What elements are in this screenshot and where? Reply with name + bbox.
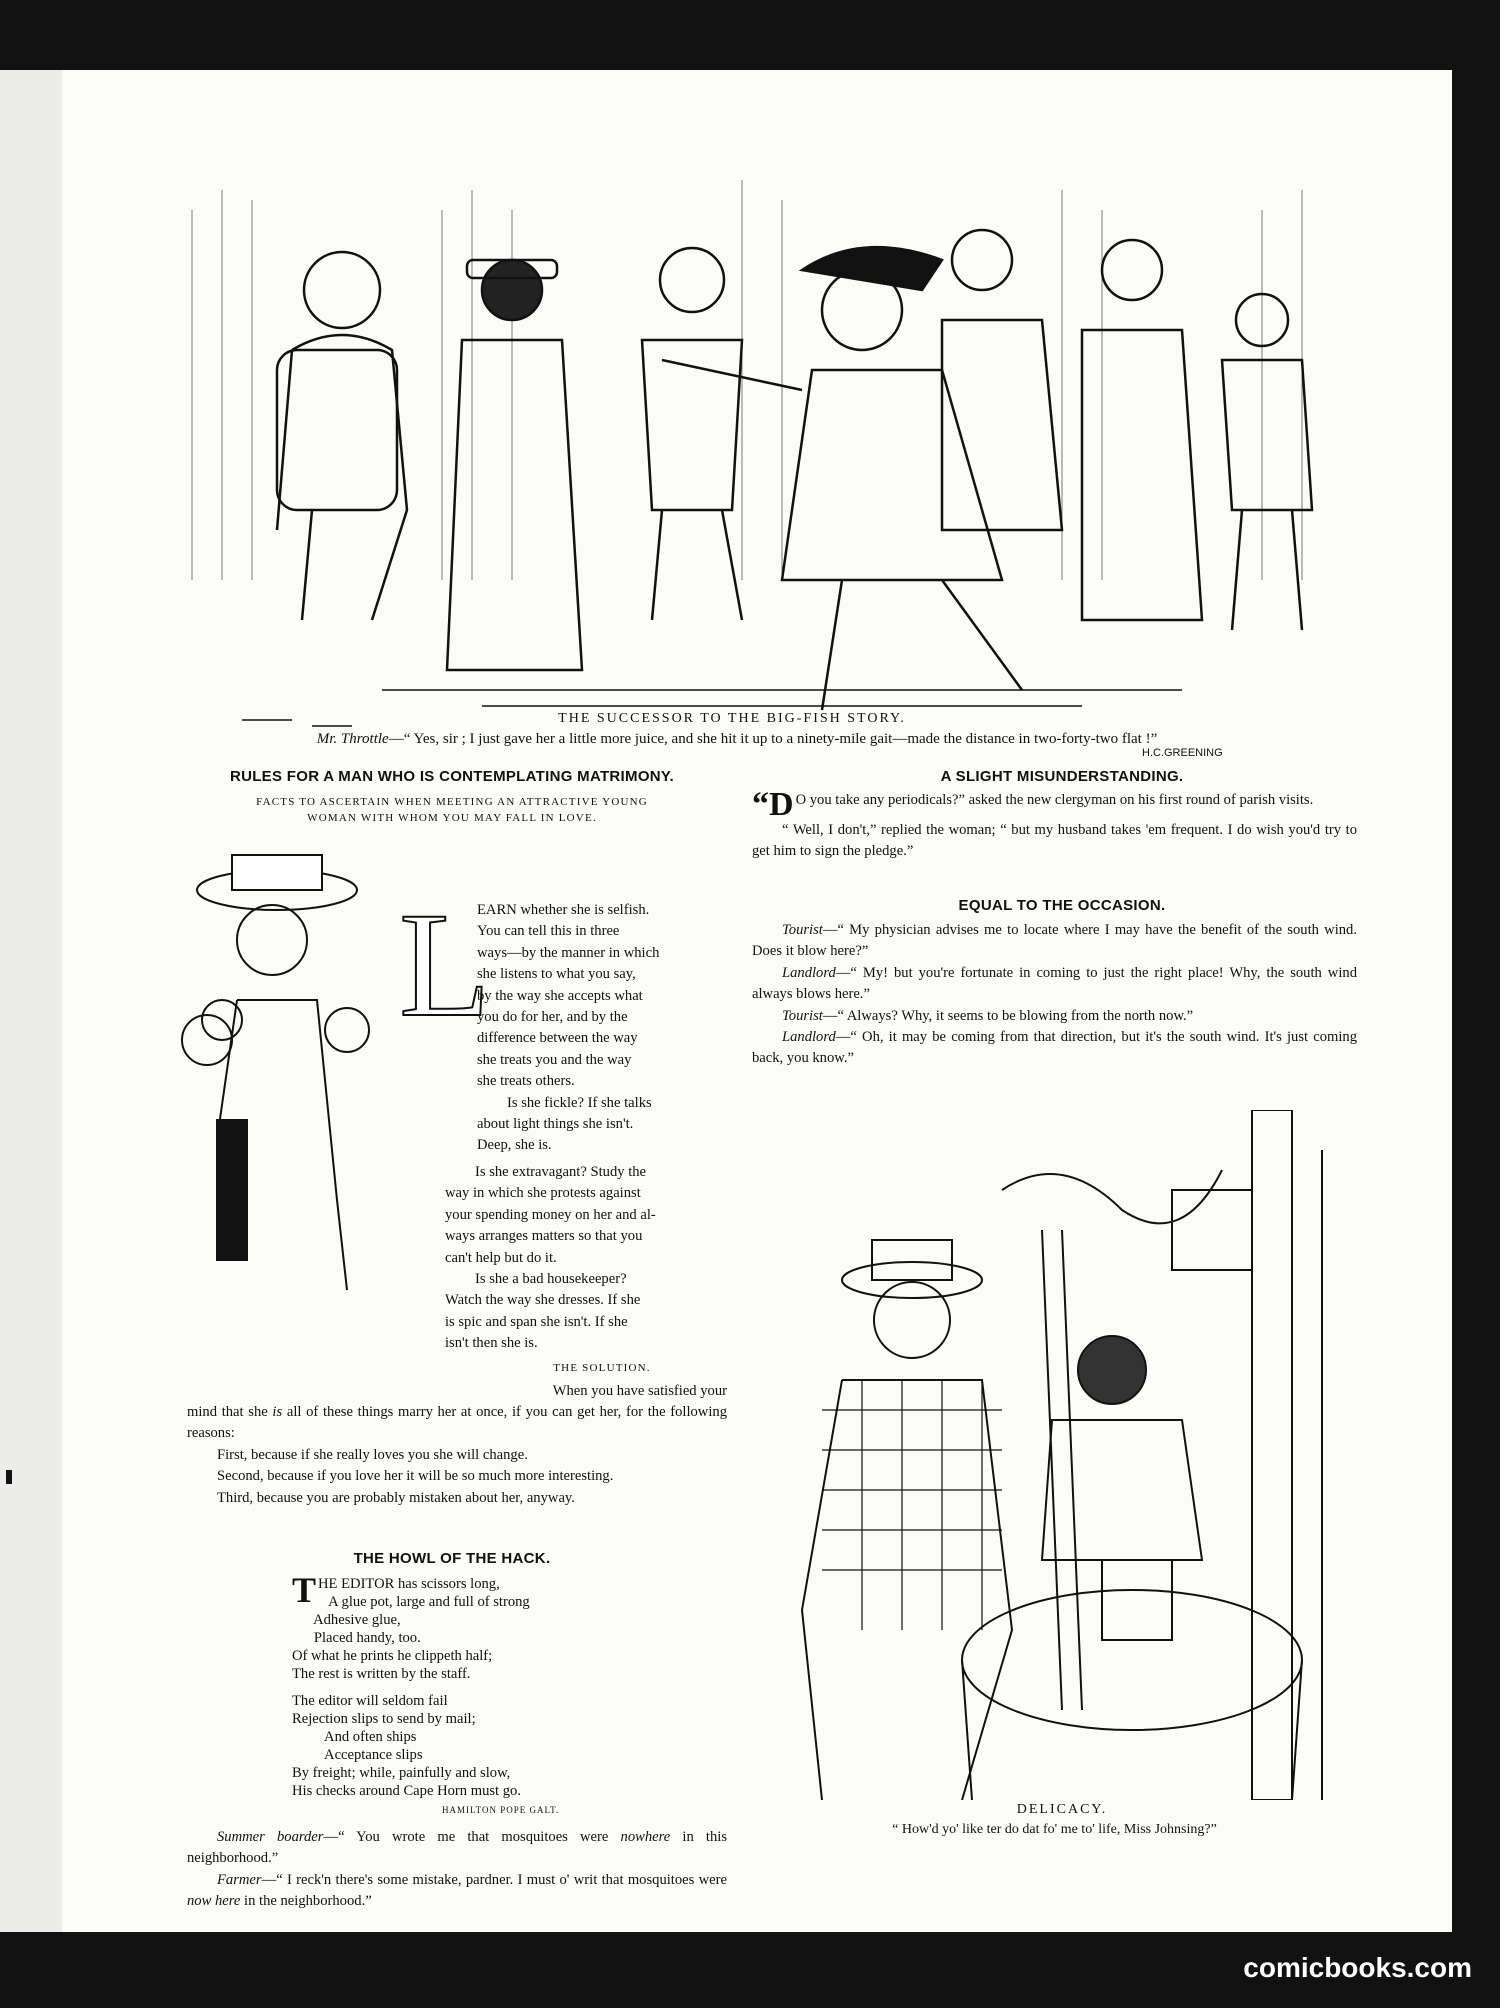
dialogue-line: —“ Yes, sir ; I just gave her a little more juice, and she hit it up to a ninety-mile gait—made the distance in two-forty-two flat !” [388, 731, 1158, 747]
howl-drop-cap: T [292, 1570, 317, 1610]
dandy-illustration [177, 840, 377, 1300]
howl-author: HAMILTON POPE GALT. [442, 1805, 560, 1815]
magazine-page [62, 70, 1452, 1932]
solution-body: mind that she is all of these things marry her at once, if you can get her, for the following reasons: First, because if she really loves you she will change. Second, because if you love her it will be so much more interesting. Third, because you are probably mistaken about her, anyway. [187, 1404, 727, 1506]
dialogue-speaker: Mr. Throttle [316, 731, 389, 747]
watermark: comicbooks.com [1243, 1952, 1472, 1983]
delicacy-illustration [762, 1110, 1352, 1800]
delicacy-title: DELICACY. [1016, 1802, 1108, 1817]
book-gutter [0, 70, 65, 1932]
top-cartoon-title: THE SUCCESSOR TO THE BIG-FISH STORY. [558, 711, 906, 726]
occasion-body: Tourist—“ My physician advises me to locate where I may have the benefit of the south wind. Does it blow here?” Landlord—“ My! but you're fortunate in coming to just the right place! Why, the south wind always blows here.” Tourist—“ Always? Why, it seems to be blowing from the north now.” Landlord—“ Oh, it may be coming from that direction, but it's the south wind. It's just coming back, you know.” [752, 922, 1357, 1067]
misunderstanding-heading: A SLIGHT MISUNDERSTANDING. [940, 768, 1184, 785]
rules-subheading: FACTS TO ASCERTAIN WHEN MEETING AN ATTRACTIVE YOUNG WOMAN WITH WHOM YOU MAY FALL IN LOVE. [256, 796, 648, 824]
misunderstanding-body: “D O you take any periodicals?” asked the new clergyman on his first round of parish visits. “ Well, I don't,” replied the woman; “ but my husband takes 'em frequent. I do wish you'd try to get him to sign the pledge.” [752, 786, 1357, 860]
howl-heading: THE HOWL OF THE HACK. [353, 1550, 551, 1567]
solution-heading: THE SOLUTION. [553, 1362, 651, 1374]
top-cartoon-illustration [182, 150, 1332, 770]
rules-body-narrow: EARN whether she is selfish. You can tell this in three ways—by the manner in which she listens to what you say, by the way she accepts what you do for her, and by the difference between the way she treats you and the way she treats others. Is she fickle? If she talks about light things she isn't. Deep, she is. [477, 902, 660, 1154]
top-cartoon-dialogue [122, 731, 1352, 748]
rules-drop-cap: L [399, 882, 491, 1048]
top-cartoon-signature: H.C.GREENING [1142, 747, 1223, 759]
rules-body-medium: Is she extravagant? Study the way in which she protests against your spending money on her and al- ways arranges matters so that you can't help but do it. Is she a bad housekeeper? Watch the way she dresses. If she is spic and span she isn't. If she isn't then she is. [445, 1164, 656, 1352]
howl-stanza-2: The editor will seldom fail Rejection slips to send by mail; And often ships Acceptance slips By freight; while, painfully and slow, His checks around Cape Horn must go. [292, 1693, 521, 1799]
rules-heading: RULES FOR A MAN WHO IS CONTEMPLATING MATRIMONY. [229, 768, 675, 785]
delicacy-dialogue: “ How'd yo' like ter do dat fo' me to' life, Miss Johnsing?” [892, 1822, 1217, 1837]
occasion-heading: EQUAL TO THE OCCASION. [958, 897, 1166, 914]
misunderstanding-drop-cap: “D [752, 786, 794, 823]
binding-mark [6, 1470, 12, 1484]
mosquito-joke: Summer boarder—“ You wrote me that mosquitoes were nowhere in this neighborhood.” Farmer—“ I reck'n there's some mistake, pardner. I must o' writ that mosquitoes were now here in the neighborhood.” [187, 1829, 727, 1910]
howl-stanza-1: T HE EDITOR has scissors long, A glue pot, large and full of strong Adhesive glue, Placed handy, too. Of what he prints he clippeth half; The rest is written by the staff. [292, 1570, 530, 1682]
solution-first-line: When you have satisfied your [552, 1383, 727, 1399]
